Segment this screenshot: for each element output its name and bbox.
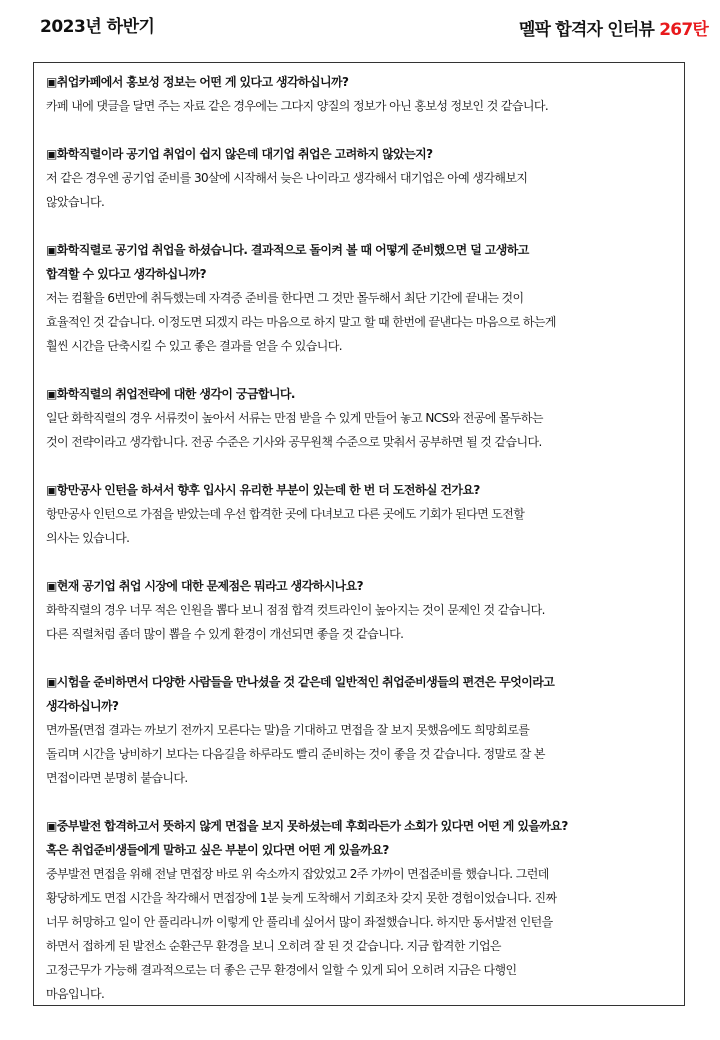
question-line: 합격할 수 있다고 생각하십니까? xyxy=(46,267,206,281)
answer-line: 의사는 있습니다. xyxy=(46,531,130,545)
interview-content xyxy=(34,63,684,1006)
qa-item xyxy=(46,238,684,358)
interview-box xyxy=(33,62,685,1006)
series-number: 267탄 xyxy=(659,20,708,40)
answer-line: 저는 컴활을 6번만에 취득했는데 자격증 준비를 한다면 그 것만 몰두해서 최단 기간에 끝내는 것이 xyxy=(46,291,524,305)
series-title xyxy=(519,15,708,40)
answer-line: 면접이라면 분명히 붙습니다. xyxy=(46,771,188,785)
answer-line: 훨씬 시간을 단축시킬 수 있고 좋은 결과를 얻을 수 있습니다. xyxy=(46,339,342,353)
question-line: ▣화학직렬의 취업전략에 대한 생각이 궁금합니다. xyxy=(46,387,295,401)
answer-line: 일단 화학직렬의 경우 서류컷이 높아서 서류는 만점 받을 수 있게 만들어 놓고 NCS와 전공에 몰두하는 xyxy=(46,411,543,425)
period-title: 2023년 하반기 xyxy=(40,17,155,37)
question-line: 혹은 취업준비생들에게 말하고 싶은 부분이 있다면 어떤 게 있을까요? xyxy=(46,843,389,857)
question-line: ▣취업카페에서 홍보성 정보는 어떤 게 있다고 생각하십니까? xyxy=(46,75,349,89)
answer-line: 하면서 접하게 된 발전소 순환근무 환경을 보니 오히려 잘 된 것 같습니다. 지금 합격한 기업은 xyxy=(46,939,501,953)
question-line: ▣시험을 준비하면서 다양한 사람들을 만나셨을 것 같은데 일반적인 취업준비생들의 편견은 무엇이라고 xyxy=(46,675,555,689)
qa-item xyxy=(46,574,684,646)
answer-line: 카페 내에 댓글을 달면 주는 자료 같은 경우에는 그다지 양질의 정보가 아닌 홍보성 정보인 것 같습니다. xyxy=(46,99,549,113)
answer-line: 황당하게도 면접 시간을 착각해서 면접장에 1분 늦게 도착해서 기회조차 갖지 못한 경험이었습니다. 진짜 xyxy=(46,891,557,905)
answer-line: 않았습니다. xyxy=(46,195,105,209)
qa-item xyxy=(46,814,684,1006)
answer-line: 중부발전 면접을 위해 전날 면접장 바로 위 숙소까지 잡았었고 2주 가까이 면접준비를 했습니다. 그런데 xyxy=(46,867,549,881)
answer-line: 효율적인 것 같습니다. 이정도면 되겠지 라는 마음으로 하지 말고 할 때 한번에 끝낸다는 마음으로 하는게 xyxy=(46,315,556,329)
answer-line: 저 같은 경우엔 공기업 준비를 30살에 시작해서 늦은 나이라고 생각해서 대기업은 아예 생각해보지 xyxy=(46,171,528,185)
question-line: ▣중부발전 합격하고서 뜻하지 않게 면접을 보지 못하셨는데 후회라든가 소회가 있다면 어떤 게 있을까요? xyxy=(46,819,568,833)
qa-item xyxy=(46,382,684,454)
answer-line: 면까몰(면접 결과는 까보기 전까지 모른다는 말)을 기대하고 면접을 잘 보지 못했음에도 희망회로를 xyxy=(46,723,530,737)
qa-item xyxy=(46,478,684,550)
answer-line: 마음입니다. xyxy=(46,987,105,1001)
question-line: ▣현재 공기업 취업 시장에 대한 문제점은 뭐라고 생각하시나요? xyxy=(46,579,363,593)
qa-item xyxy=(46,70,684,118)
answer-line: 돌리며 시간을 낭비하기 보다는 다음길을 하루라도 빨리 준비하는 것이 좋을 것 같습니다. 정말로 잘 본 xyxy=(46,747,545,761)
question-line: 생각하십니까? xyxy=(46,699,119,713)
qa-item xyxy=(46,142,684,214)
answer-line: 화학직렬의 경우 너무 적은 인원을 뽑다 보니 점점 합격 컷트라인이 높아지는 것이 문제인 것 같습니다. xyxy=(46,603,545,617)
answer-line: 항만공사 인턴으로 가점을 받았는데 우선 합격한 곳에 다녀보고 다른 곳에도 기회가 된다면 도전할 xyxy=(46,507,525,521)
question-line: ▣화학직렬이라 공기업 취업이 쉽지 않은데 대기업 취업은 고려하지 않았는지? xyxy=(46,147,433,161)
answer-line: 다른 직렬처럼 좀더 많이 뽑을 수 있게 환경이 개선되면 좋을 것 같습니다. xyxy=(46,627,404,641)
page-header xyxy=(0,0,720,50)
question-line: ▣화학직렬로 공기업 취업을 하셨습니다. 결과적으로 돌이켜 볼 때 어떻게 준비했으면 덜 고생하고 xyxy=(46,243,529,257)
qa-item xyxy=(46,670,684,790)
series-prefix: 멜팍 합격자 인터뷰 xyxy=(518,20,660,40)
answer-line: 것이 전략이라고 생각합니다. 전공 수준은 기사와 공무원책 수준으로 맞춰서 공부하면 될 것 같습니다. xyxy=(46,435,542,449)
answer-line: 고정근무가 가능해 결과적으로는 더 좋은 근무 환경에서 일할 수 있게 되어 오히려 지금은 다행인 xyxy=(46,963,517,977)
answer-line: 너무 허망하고 일이 안 풀리라니까 이렇게 안 풀리네 싶어서 많이 좌절했습니다. 하지만 동서발전 인턴을 xyxy=(46,915,553,929)
question-line: ▣항만공사 인턴을 하셔서 향후 입사시 유리한 부분이 있는데 한 번 더 도전하실 건가요? xyxy=(46,483,480,497)
